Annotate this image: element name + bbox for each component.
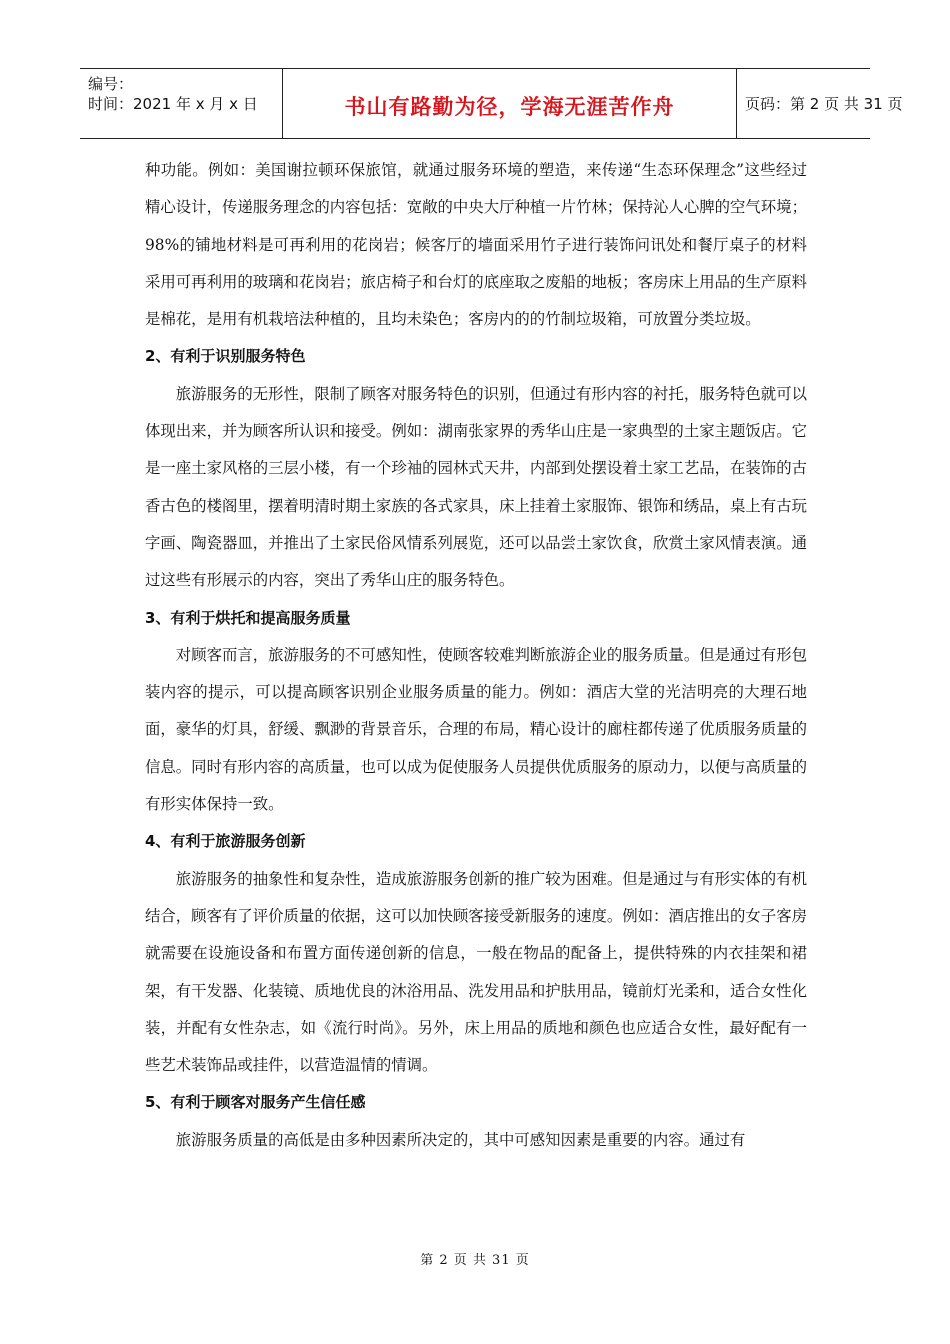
section-heading: 2、有利于识别服务特色 [145,347,306,366]
document-date-label: 时间：2021 年 x 月 x 日 [88,95,258,113]
document-number-label: 编号： [88,75,134,93]
section-heading: 5、有利于顾客对服务产生信任感 [145,1093,366,1112]
page-footer: 第 2 页 共 31 页 [420,1253,530,1268]
header-page-code: 页码：第 2 页 共 31 页 [745,95,903,113]
paragraph: 种功能。例如：美国谢拉顿环保旅馆，就通过服务环境的塑造，来传递“生态环保理念”这些经过精心设计，传递服务理念的内容包括：宽敞的中央大厅种植一片竹林；保持沁人心脾的空气环境；98%的铺地材料是可再利用的花岗岩；候客厅的墙面采用竹子进行装饰问讯处和餐厅桌子的材料采用可再利用的玻璃和花岗岩；旅店椅子和台灯的底座取之废船的地板；客房床上用品的生产原料是棉花，是用有机栽培法种植的，且均未染色；客房内的的竹制垃圾箱，可放置分类垃圾。 [145,161,807,329]
paragraph: 旅游服务质量的高低是由多种因素所决定的，其中可感知因素是重要的内容。通过有 [175,1130,746,1149]
header-motto: 书山有路勤为径，学海无涯苦作舟 [344,95,675,119]
header-page-cell [737,69,903,138]
paragraph: 对顾客而言，旅游服务的不可感知性，使顾客较难判断旅游企业的服务质量。但是通过有形包装内容的提示，可以提高顾客识别企业服务质量的能力。例如：酒店大堂的光洁明亮的大理石地面，豪华的灯具，舒缓、飘渺的背景音乐，合理的布局，精心设计的廊柱都传递了优质服务质量的信息。同时有形内容的高质量，也可以成为促使服务人员提供优质服务的原动力，以便与高质量的有形实体保持一致。 [145,645,807,814]
header-info-cell [80,69,283,138]
document-body [145,152,807,1159]
paragraph: 旅游服务的无形性，限制了顾客对服务特色的识别，但通过有形内容的衬托，服务特色就可以体现出来，并为顾客所认识和接受。例如：湖南张家界的秀华山庄是一家典型的土家主题饭店。它是一座土家风格的三层小楼，有一个珍袖的园林式天井，内部到处摆设着土家工艺品，在装饰的古香古色的楼阁里，摆着明清时期土家族的各式家具，床上挂着土家服饰、银饰和绣品，桌上有古玩字画、陶瓷器皿，并推出了土家民俗风情系列展览，还可以品尝土家饮食，欣赏土家风情表演。通过这些有形展示的内容，突出了秀华山庄的服务特色。 [145,384,807,590]
paragraph: 旅游服务的抽象性和复杂性，造成旅游服务创新的推广较为困难。但是通过与有形实体的有机结合，顾客有了评价质量的依据，这可以加快顾客接受新服务的速度。例如：酒店推出的女子客房就需要在设施设备和布置方面传递创新的信息，一般在物品的配备上，提供特殊的内衣挂架和裙架，有干发器、化装镜、质地优良的沐浴用品、洗发用品和护肤用品，镜前灯光柔和，适合女性化装，并配有女性杂志，如《流行时尚》。另外，床上用品的质地和颜色也应适合女性，最好配有一些艺术装饰品或挂件，以营造温情的情调。 [145,869,807,1075]
section-heading: 4、有利于旅游服务创新 [145,832,306,851]
section-heading: 3、有利于烘托和提高服务质量 [145,608,351,627]
header-motto-cell [283,69,737,138]
page-header [80,68,903,139]
